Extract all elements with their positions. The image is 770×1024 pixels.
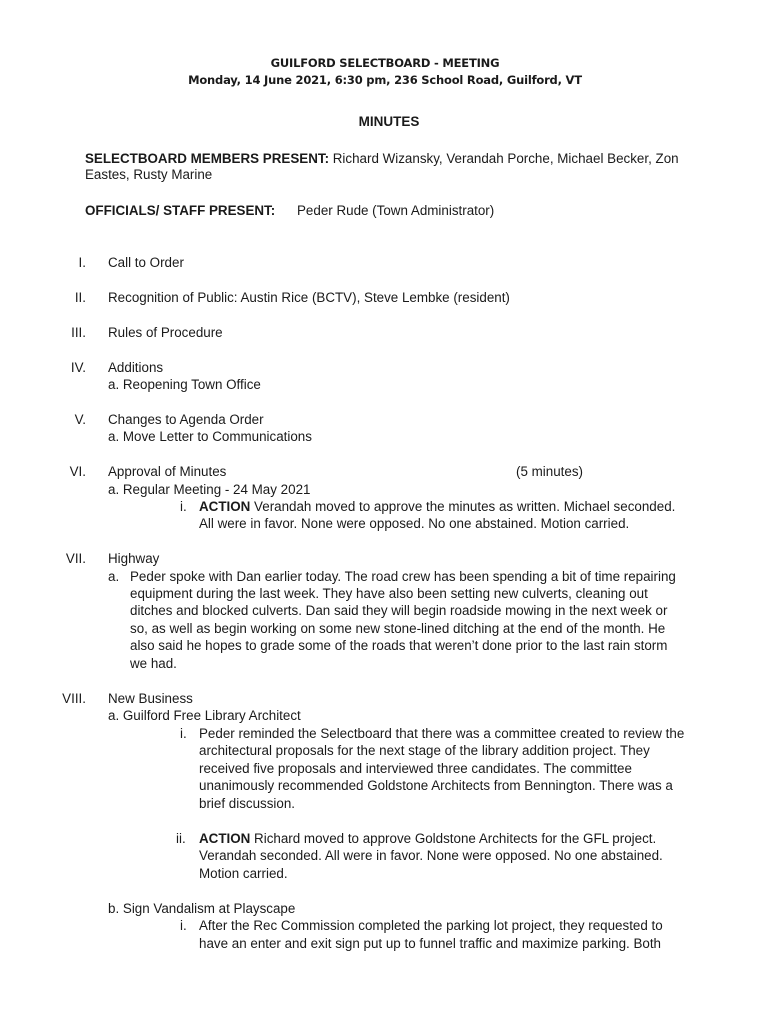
agenda-item-title: New Business	[108, 691, 193, 706]
agenda-item-title: Changes to Agenda Order	[108, 412, 264, 427]
paragraph-line: Peder reminded the Selectboard that there was a committee created to review the	[199, 726, 685, 741]
agenda-number: II.	[74, 290, 86, 305]
paragraph-line: also said he hopes to grade some of the roads that weren’t done prior to the last rain storm	[130, 638, 668, 653]
paragraph-line: brief discussion.	[199, 796, 296, 811]
paragraph-line: we had.	[130, 656, 177, 671]
agenda-number: VIII.	[62, 691, 86, 706]
paragraph-line: have an enter and exit sign put up to funnel traffic and maximize parking. Both	[199, 936, 662, 951]
action-text: Verandah moved to approve the minutes as written. Michael seconded.	[250, 499, 676, 514]
paragraph-line: equipment during the last week. They have also been setting new culverts, cleaning out	[130, 586, 648, 601]
paragraph-line: ditches and blocked culverts. Dan said they will begin roadside mowing in the next week or	[130, 603, 668, 618]
agenda-item-title: Additions	[108, 360, 164, 375]
agenda-number: VII.	[65, 551, 86, 566]
paragraph-line: After the Rec Commission completed the parking lot project, they requested to	[199, 918, 663, 933]
members-present-line2: Eastes, Rusty Marine	[85, 167, 213, 182]
minutes-heading: MINUTES	[358, 114, 420, 129]
paragraph-line: received five proposals and interviewed three candidates. The committee	[199, 761, 632, 776]
action-text: Richard moved to approve Goldstone Architects for the GFL project.	[250, 831, 657, 846]
agenda-item-title: Call to Order	[108, 255, 184, 270]
agenda-item-title: Recognition of Public: Austin Rice (BCTV), Steve Lembke (resident)	[108, 290, 510, 305]
agenda-subitem: a. Guilford Free Library Architect	[108, 708, 301, 723]
agenda-duration: (5 minutes)	[516, 464, 583, 479]
officials-label: OFFICIALS/ STAFF PRESENT:	[85, 203, 276, 218]
agenda-number: VI.	[69, 464, 86, 479]
agenda-number: V.	[74, 412, 86, 427]
paragraph-line: Peder spoke with Dan earlier today. The road crew has been spending a bit of time repairing	[130, 569, 676, 584]
action-line: Motion carried.	[199, 866, 288, 881]
agenda-number: IV.	[70, 360, 86, 375]
subitem-letter: a.	[108, 569, 120, 584]
officials-value: Peder Rude (Town Administrator)	[297, 203, 495, 218]
action-label: ACTION	[199, 831, 251, 846]
paragraph-line: unanimously recommended Goldstone Architects from Bennington. There was a	[199, 778, 673, 793]
paragraph-line: architectural proposals for the next stage of the library addition project. They	[199, 743, 650, 758]
action-line	[199, 498, 675, 516]
action-line	[199, 830, 656, 848]
item-number: ii.	[176, 831, 186, 846]
agenda-number: I.	[78, 255, 86, 270]
action-label: ACTION	[199, 499, 251, 514]
action-line: Verandah seconded. All were in favor. None were opposed. No one abstained.	[199, 848, 663, 863]
agenda-subitem: b. Sign Vandalism at Playscape	[108, 901, 296, 916]
paragraph-line: so, as well as begin working on some new stone-lined ditching at the end of the month. He	[130, 621, 666, 636]
action-item-number: i.	[180, 499, 187, 514]
members-present-names: Richard Wizansky, Verandah Porche, Michael Becker, Zon	[329, 151, 679, 166]
agenda-subitem: a. Regular Meeting - 24 May 2021	[108, 482, 311, 497]
agenda-item-title: Approval of Minutes	[108, 464, 227, 479]
document-title: GUILFORD SELECTBOARD - MEETING	[270, 56, 500, 70]
agenda-subitem: a. Move Letter to Communications	[108, 429, 312, 444]
item-number: i.	[180, 726, 187, 741]
agenda-number: III.	[71, 325, 86, 340]
members-present-label: SELECTBOARD MEMBERS PRESENT:	[85, 151, 330, 166]
agenda-item-title: Highway	[108, 551, 160, 566]
item-number: i.	[180, 918, 187, 933]
agenda-item-title: Rules of Procedure	[108, 325, 223, 340]
agenda-subitem: a. Reopening Town Office	[108, 377, 261, 392]
action-line: All were in favor. None were opposed. No one abstained. Motion carried.	[199, 516, 630, 531]
meeting-details: Monday, 14 June 2021, 6:30 pm, 236 School Road, Guilford, VT	[188, 73, 582, 87]
